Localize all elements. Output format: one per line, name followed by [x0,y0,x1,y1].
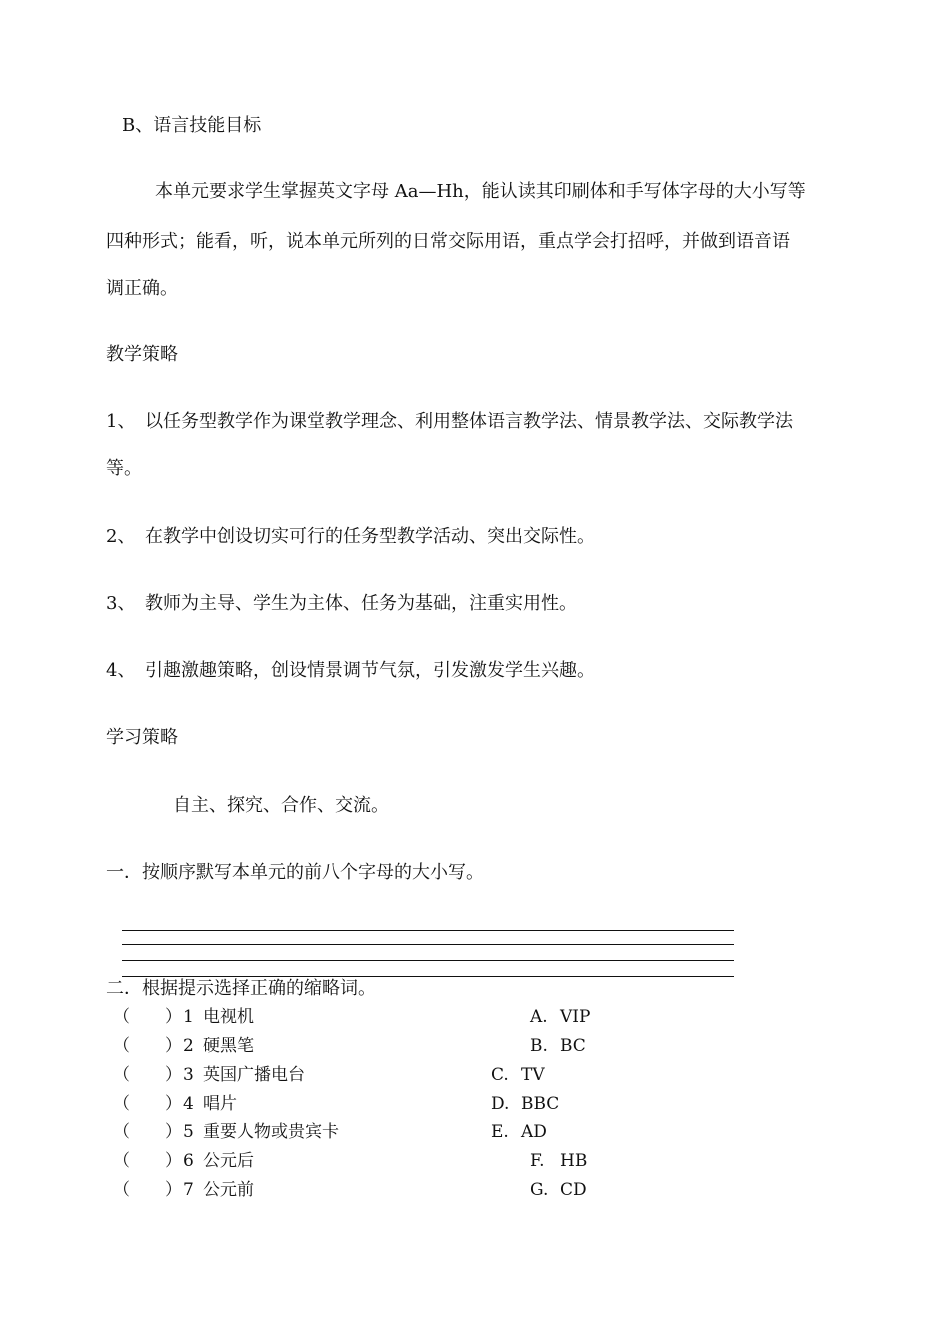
answer-blank-open: （ [113,1094,130,1114]
answer-blank-close: ） [165,1180,182,1200]
question-term: 重要人物或贵宾卡 [203,1122,339,1142]
writing-line [122,944,734,945]
question-term: 英国广播电台 [203,1065,305,1085]
question-number: 3 [183,1065,194,1085]
option-a [530,1005,590,1029]
teaching-item-1-text-continued: 等。 [106,458,142,479]
question-number: 1 [183,1007,194,1027]
answer-blank-close: ） [165,1065,182,1085]
writing-line [122,930,734,931]
option-letter: G. [530,1180,549,1200]
question-term: 唱片 [203,1094,237,1114]
answer-blank-close: ） [165,1007,182,1027]
answer-blank-close: ） [165,1094,182,1114]
option-text: BC [560,1036,586,1056]
answer-blank-open: （ [113,1036,130,1056]
learning-strategy-heading: 学习策略 [106,727,178,748]
teaching-item-2-number: 2、 [106,526,136,547]
section-b-title: B、语言技能目标 [122,115,262,136]
teaching-item-4-number: 4、 [106,660,136,681]
answer-blank-open: （ [113,1065,130,1085]
question-number: 7 [183,1180,194,1200]
section-b-paragraph-line-2: 四种形式；能看，听，说本单元所列的日常交际用语，重点学会打招呼，并做到语音语 [106,231,790,252]
option-g [530,1178,587,1202]
answer-blank-close: ） [165,1151,182,1171]
option-text: VIP [560,1007,591,1027]
question-term: 电视机 [203,1007,254,1027]
teaching-item-4-text: 引趣激趣策略，创设情景调节气氛，引发激发学生兴趣。 [145,660,595,681]
exercise-2-title: 二．根据提示选择正确的缩略词。 [106,978,376,999]
question-number: 4 [183,1094,194,1114]
option-text: TV [521,1065,545,1085]
option-text: CD [560,1180,587,1200]
section-b-paragraph-line-1: 本单元要求学生掌握英文字母 Aa—Hh，能认读其印刷体和手写体字母的大小写等 [155,181,806,202]
answer-blank-close: ） [165,1122,182,1142]
option-letter: D. [491,1094,510,1114]
option-e [491,1120,547,1144]
question-number: 6 [183,1151,194,1171]
option-f [530,1149,587,1173]
question-term: 公元前 [203,1180,254,1200]
option-letter: B. [530,1036,548,1056]
teaching-item-3-text: 教师为主导、学生为主体、任务为基础，注重实用性。 [145,593,577,614]
option-d [491,1092,559,1116]
option-text: HB [560,1151,588,1171]
section-b-paragraph-line-3: 调正确。 [106,278,178,299]
exercise-1-title: 一．按顺序默写本单元的前八个字母的大小写。 [106,862,484,883]
question-term: 公元后 [203,1151,254,1171]
answer-blank-close: ） [165,1036,182,1056]
option-letter: C. [491,1065,509,1085]
answer-blank-open: （ [113,1151,130,1171]
teaching-item-2-text: 在教学中创设切实可行的任务型教学活动、突出交际性。 [145,526,595,547]
teaching-item-3-number: 3、 [106,593,136,614]
option-c [491,1063,545,1087]
question-number: 2 [183,1036,194,1056]
option-b [530,1034,586,1058]
answer-blank-open: （ [113,1180,130,1200]
option-letter: E. [491,1122,509,1142]
teaching-item-1-text: 以任务型教学作为课堂教学理念、利用整体语言教学法、情景教学法、交际教学法 [145,411,793,432]
option-text: BBC [521,1094,560,1114]
answer-blank-open: （ [113,1007,130,1027]
teaching-strategy-heading: 教学策略 [106,344,178,365]
learning-strategy-text: 自主、探究、合作、交流。 [173,795,389,816]
question-number: 5 [183,1122,194,1142]
question-term: 硬黑笔 [203,1036,254,1056]
writing-line [122,960,734,961]
answer-blank-open: （ [113,1122,130,1142]
option-letter: A. [530,1007,548,1027]
option-letter: F. [530,1151,545,1171]
option-text: AD [521,1122,547,1142]
teaching-item-1-number: 1、 [106,411,136,432]
